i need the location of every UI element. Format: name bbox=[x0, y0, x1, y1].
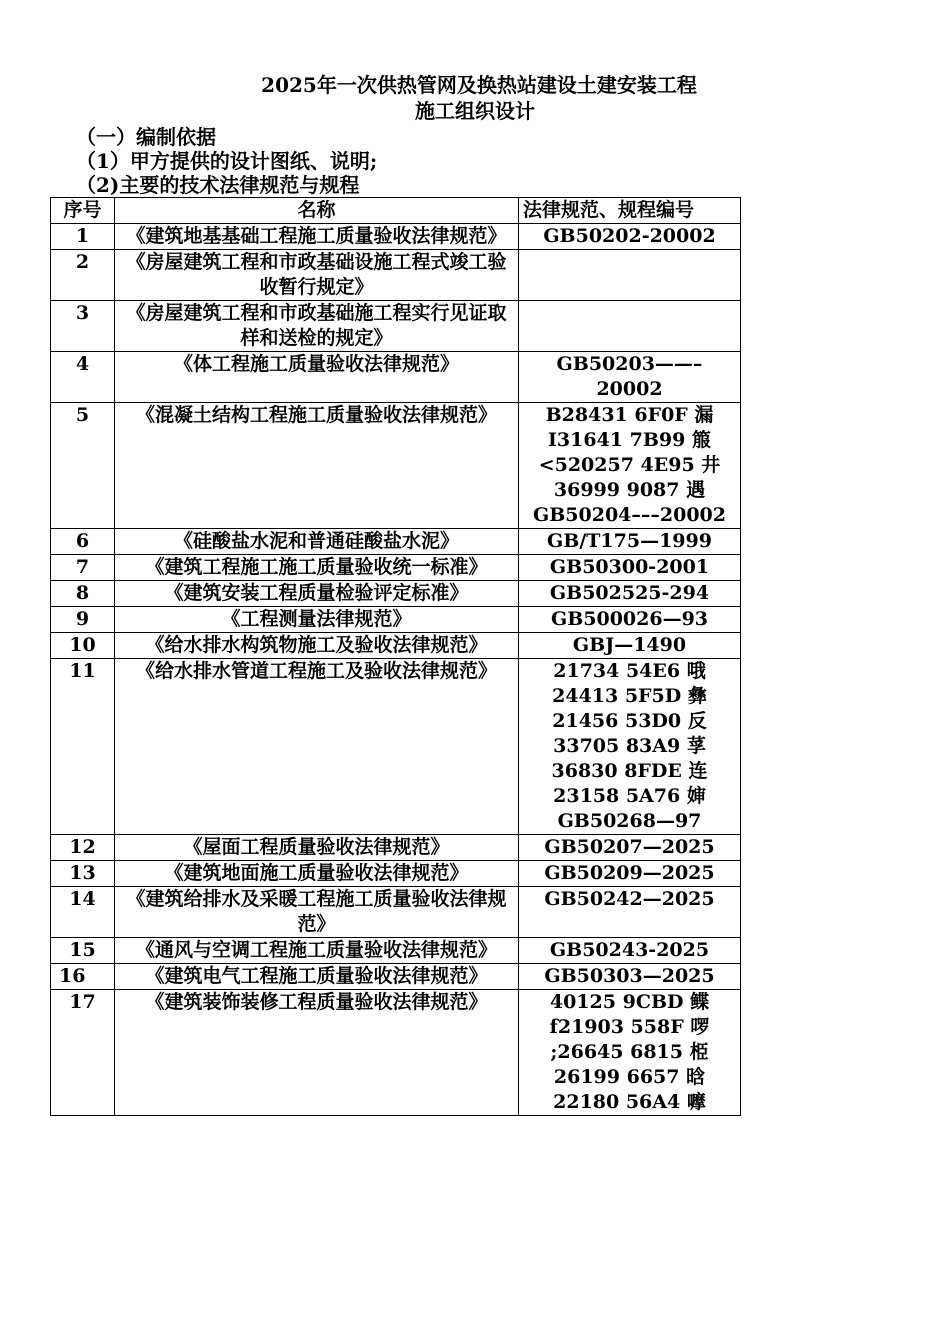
row-code: GB50300-2001 bbox=[519, 555, 741, 581]
row-number: 6 bbox=[51, 529, 115, 555]
table-row bbox=[51, 938, 741, 964]
row-number: 14 bbox=[51, 887, 115, 938]
row-code: GBJ—1490 bbox=[519, 633, 741, 659]
row-name: 《工程测量法律规范》 bbox=[115, 607, 519, 633]
header-code: 法律规范、规程编号 bbox=[519, 198, 741, 224]
row-name: 《屋面工程质量验收法律规范》 bbox=[115, 835, 519, 861]
row-name: 《混凝土结构工程施工质量验收法律规范》 bbox=[115, 403, 519, 529]
table-header-row bbox=[51, 198, 741, 224]
row-name: 《房屋建筑工程和市政基础设施工程式竣工验收暂行规定》 bbox=[115, 250, 519, 301]
row-number: 16 bbox=[51, 964, 115, 990]
row-code: GB50209—2025 bbox=[519, 861, 741, 887]
standards-table bbox=[50, 197, 741, 1116]
row-number: 11 bbox=[51, 659, 115, 835]
table-row bbox=[51, 887, 741, 938]
row-name: 《建筑地面施工质量验收法律规范》 bbox=[115, 861, 519, 887]
table-row bbox=[51, 964, 741, 990]
row-number: 8 bbox=[51, 581, 115, 607]
row-number: 4 bbox=[51, 352, 115, 403]
row-number: 13 bbox=[51, 861, 115, 887]
table-row bbox=[51, 224, 741, 250]
table-row bbox=[51, 633, 741, 659]
row-number: 2 bbox=[51, 250, 115, 301]
table-row bbox=[51, 555, 741, 581]
row-number: 15 bbox=[51, 938, 115, 964]
row-name: 《建筑给排水及采暖工程施工质量验收法律规范》 bbox=[115, 887, 519, 938]
row-code: GB/T175—1999 bbox=[519, 529, 741, 555]
section-item-2: （2)主要的技术法律规范与规程 bbox=[76, 173, 360, 197]
row-name: 《体工程施工质量验收法律规范》 bbox=[115, 352, 519, 403]
row-name: 《给水排水构筑物施工及验收法律规范》 bbox=[115, 633, 519, 659]
row-code: GB500026—93 bbox=[519, 607, 741, 633]
table-row bbox=[51, 607, 741, 633]
row-code: GB50303—2025 bbox=[519, 964, 741, 990]
row-code: GB50202-20002 bbox=[519, 224, 741, 250]
table-row bbox=[51, 352, 741, 403]
row-name: 《建筑地基基础工程施工质量验收法律规范》 bbox=[115, 224, 519, 250]
row-code: B28431 6F0F 漏 I31641 7B99 箙 <520257 4E95 井 36999 9087 遇 GB50204–––20002 bbox=[519, 403, 741, 529]
row-number: 12 bbox=[51, 835, 115, 861]
row-code bbox=[519, 250, 741, 301]
document-title-line2: 施工组织设计 bbox=[415, 99, 535, 123]
row-code: GB50207—2025 bbox=[519, 835, 741, 861]
row-number: 10 bbox=[51, 633, 115, 659]
row-name: 《给水排水管道工程施工及验收法律规范》 bbox=[115, 659, 519, 835]
row-number: 1 bbox=[51, 224, 115, 250]
row-number: 9 bbox=[51, 607, 115, 633]
table-row bbox=[51, 250, 741, 301]
document-title-line1: 2025年一次供热管网及换热站建设土建安装工程 bbox=[261, 73, 697, 97]
table-row bbox=[51, 835, 741, 861]
table-row bbox=[51, 529, 741, 555]
row-number: 7 bbox=[51, 555, 115, 581]
row-code: 21734 54E6 哦 24413 5F5D 彝 21456 53D0 反 33705 83A9 莩 36830 8FDE 连 23158 5A76 婶 GB50268—97 bbox=[519, 659, 741, 835]
section-item-1: （1）甲方提供的设计图纸、说明; bbox=[76, 149, 378, 173]
row-number: 5 bbox=[51, 403, 115, 529]
row-name: 《建筑安装工程质量检验评定标准》 bbox=[115, 581, 519, 607]
table-row bbox=[51, 990, 741, 1116]
row-number: 3 bbox=[51, 301, 115, 352]
row-name: 《硅酸盐水泥和普通硅酸盐水泥》 bbox=[115, 529, 519, 555]
row-name: 《房屋建筑工程和市政基础施工程实行见证取样和送检的规定》 bbox=[115, 301, 519, 352]
table-row bbox=[51, 301, 741, 352]
row-number: 17 bbox=[51, 990, 115, 1116]
header-name: 名称 bbox=[115, 198, 519, 224]
table-row bbox=[51, 659, 741, 835]
row-name: 《建筑装饰装修工程质量验收法律规范》 bbox=[115, 990, 519, 1116]
row-code bbox=[519, 301, 741, 352]
row-code: GB50203——– 20002 bbox=[519, 352, 741, 403]
table-row bbox=[51, 403, 741, 529]
row-name: 《建筑工程施工施工质量验收统一标准》 bbox=[115, 555, 519, 581]
row-code: GB50243-2025 bbox=[519, 938, 741, 964]
header-no: 序号 bbox=[51, 198, 115, 224]
row-code: GB50242—2025 bbox=[519, 887, 741, 938]
table-row bbox=[51, 581, 741, 607]
row-name: 《通风与空调工程施工质量验收法律规范》 bbox=[115, 938, 519, 964]
table-row bbox=[51, 861, 741, 887]
row-name: 《建筑电气工程施工质量验收法律规范》 bbox=[115, 964, 519, 990]
row-code: GB502525-294 bbox=[519, 581, 741, 607]
row-code: 40125 9CBD 鲽 f21903 558F 啰 ;26645 6815 栕 26199 6657 晗 22180 56A4 嚤 bbox=[519, 990, 741, 1116]
section-heading: （一）编制依据 bbox=[76, 125, 216, 149]
